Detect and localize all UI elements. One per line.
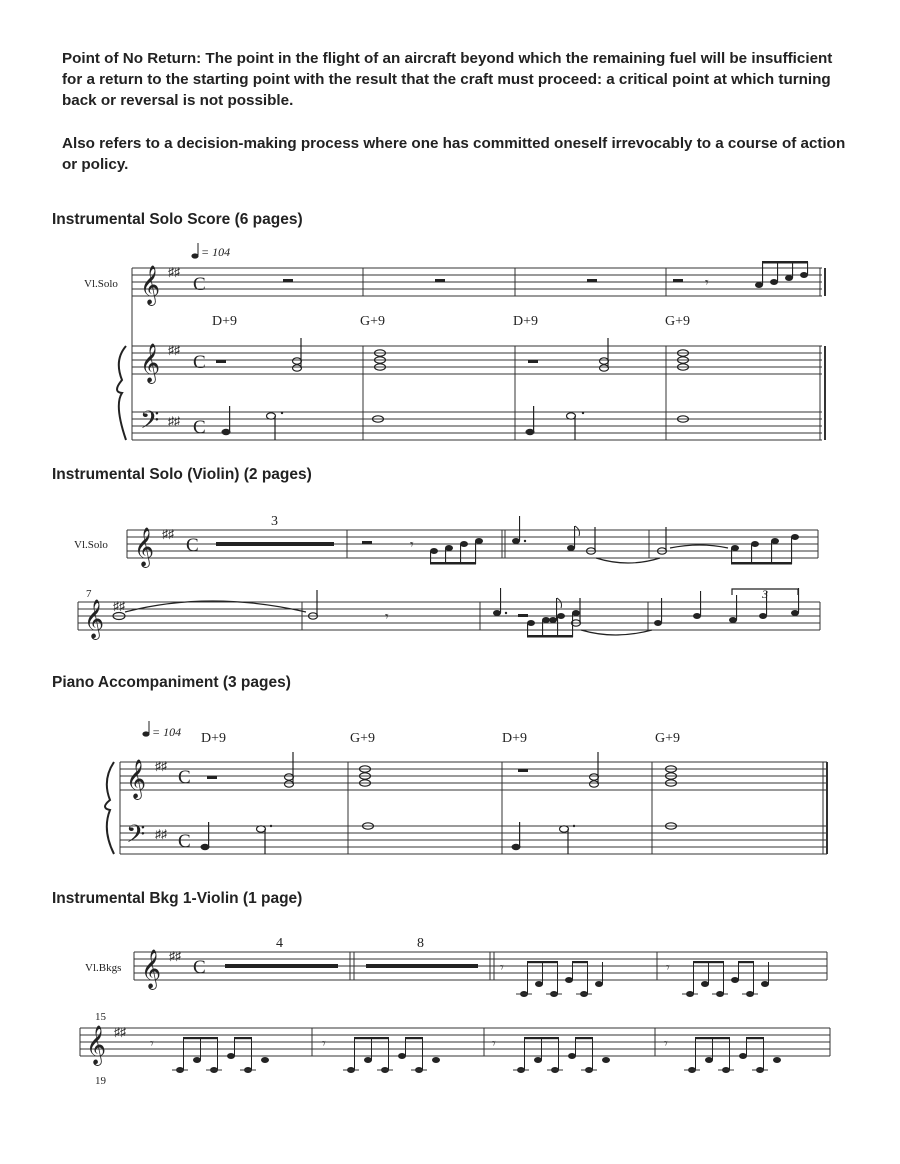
- eighth-rest-icon: 𝄾: [500, 961, 504, 976]
- treble-clef-icon: 𝄞: [84, 601, 105, 638]
- instrument-label: Vl.Solo: [74, 539, 108, 551]
- grand-staff-brace: [105, 762, 114, 854]
- multi-measure-rest: [366, 964, 478, 968]
- chord-symbol: G+9: [360, 314, 386, 329]
- instrument-label: Vl.Solo: [84, 278, 118, 290]
- eighth-rest-icon: 𝄾: [410, 538, 414, 553]
- instrument-label: Vl.Bkgs: [85, 962, 122, 974]
- chord-symbol: D+9: [502, 731, 528, 746]
- chord-symbol: G+9: [350, 731, 376, 746]
- treble-clef-icon: 𝄞: [126, 761, 147, 798]
- key-signature-sharps: ♯♯: [155, 827, 167, 841]
- triplet-marker: 3: [762, 587, 768, 601]
- treble-clef-icon: 𝄞: [140, 345, 161, 382]
- treble-clef-icon: 𝄞: [86, 1027, 107, 1064]
- chord-symbol: D+9: [513, 314, 539, 329]
- bkg-violin-excerpt: [0, 930, 900, 1090]
- time-signature: C: [193, 274, 206, 295]
- eighth-rest-icon: 𝄾: [705, 276, 709, 291]
- usage-text: Also refers to a decision-making process where one has committed oneself irrevocably to a course of action or policy.: [62, 135, 846, 173]
- solo-score-excerpt: [0, 235, 900, 450]
- time-signature: C: [193, 352, 206, 373]
- tempo-marking: = 104: [152, 725, 182, 739]
- measure-number: 7: [86, 588, 92, 600]
- key-signature-sharps: ♯♯: [114, 1025, 126, 1039]
- piano-excerpt: [0, 715, 900, 860]
- key-signature-sharps: ♯♯: [168, 265, 180, 279]
- key-signature-sharps: ♯♯: [162, 527, 174, 541]
- treble-clef-icon: 𝄞: [141, 951, 162, 988]
- key-signature-sharps: ♯♯: [155, 759, 167, 773]
- solo-violin-excerpt: [0, 500, 900, 660]
- section-title-solo-score: Instrumental Solo Score (6 pages): [52, 211, 303, 228]
- definition-text: Point of No Return: The point in the flight of an aircraft beyond which the remaining fuel will be insufficient for a return to the starting point with the result that the craft must proceed: a critical point at which turning back or reversal is not possible.: [62, 50, 833, 109]
- chord-symbol: G+9: [655, 731, 681, 746]
- rest-count: 3: [271, 514, 278, 529]
- treble-clef-icon: 𝄞: [140, 267, 161, 304]
- eighth-rest-icon: 𝄾: [150, 1037, 154, 1052]
- section-title-bkg-violin: Instrumental Bkg 1-Violin (1 page): [52, 890, 303, 907]
- time-signature: C: [193, 957, 206, 978]
- key-signature-sharps: ♯♯: [113, 599, 125, 613]
- eighth-rest-icon: 𝄾: [664, 1037, 668, 1052]
- multi-measure-rest: [225, 964, 338, 968]
- chord-symbol: G+9: [665, 314, 691, 329]
- time-signature: C: [186, 535, 199, 556]
- multi-measure-rest: [216, 542, 334, 546]
- time-signature: C: [178, 767, 191, 788]
- grand-staff-brace: [117, 346, 126, 440]
- measure-number: 19: [95, 1075, 106, 1087]
- eighth-rest-icon: 𝄾: [492, 1037, 496, 1052]
- bass-clef-icon: 𝄢: [140, 407, 160, 440]
- treble-clef-icon: 𝄞: [134, 529, 155, 566]
- key-signature-sharps: ♯♯: [168, 343, 180, 357]
- rest-count: 4: [276, 936, 283, 951]
- bass-clef-icon: 𝄢: [126, 821, 146, 854]
- eighth-rest-icon: 𝄾: [666, 961, 670, 976]
- time-signature: C: [178, 831, 191, 852]
- section-title-solo-violin: Instrumental Solo (Violin) (2 pages): [52, 466, 312, 483]
- time-signature: C: [193, 417, 206, 438]
- chord-symbol: D+9: [212, 314, 238, 329]
- eighth-rest-icon: 𝄾: [385, 610, 389, 625]
- rest-count: 8: [417, 936, 424, 951]
- section-title-piano: Piano Accompaniment (3 pages): [52, 674, 291, 691]
- key-signature-sharps: ♯♯: [169, 949, 181, 963]
- tempo-marking: = 104: [201, 245, 231, 259]
- chord-symbol: D+9: [201, 731, 227, 746]
- measure-number: 15: [95, 1011, 106, 1023]
- eighth-rest-icon: 𝄾: [322, 1037, 326, 1052]
- key-signature-sharps: ♯♯: [168, 414, 180, 428]
